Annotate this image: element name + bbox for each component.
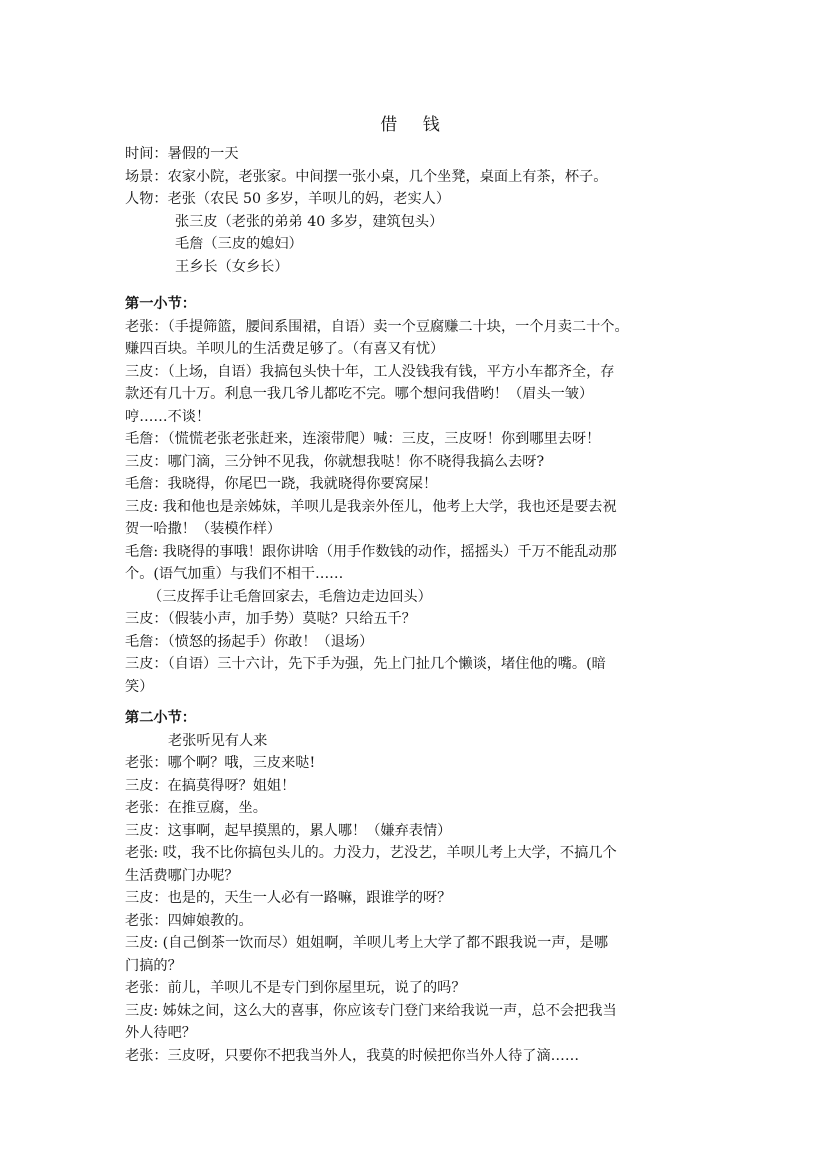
dialogue-line: 三皮：（自语）三十六计，先下手为强，先上门扯几个懒谈，堵住他的嘴。(暗	[125, 656, 606, 672]
dialogue-line: 老张：（手提筛篮，腰间系围裙，自语）卖一个豆腐赚二十块，一个月卖二十个。	[125, 318, 629, 335]
dialogue-line: 笑）	[125, 678, 154, 695]
dialogue-line: 三皮：（假装小声，加手势）莫哒？只给五千？	[125, 611, 416, 627]
dialogue-line: 三皮: 姊妹之间，这么大的喜事，你应该专门登门来给我说一声，总不会把我当	[125, 1002, 617, 1019]
stage-direction: （三皮挥手让毛詹回家去，毛詹边走边回头）	[148, 588, 432, 605]
dialogue-line: 老张：前儿，羊呗儿不是专门到你屋里玩，说了的吗？	[125, 980, 466, 996]
character-item: 王乡长（女乡长）	[175, 258, 289, 275]
dialogue-line: 三皮：在搞莫得呀？姐姐！	[125, 777, 296, 794]
dialogue-line: 毛詹：（慌慌老张老张赶来，连滚带爬）喊：三皮，三皮呀！你到哪里去呀！	[125, 431, 601, 447]
header-characters: 人物：老张（农民 50 多岁，羊呗儿的妈，老实人）	[125, 191, 451, 207]
dialogue-line: 赚四百块。羊呗儿的生活费足够了。（有喜又有忧）	[125, 341, 445, 357]
dialogue-line: 老张：四婶娘教的。	[125, 912, 253, 929]
dialogue-line: 款还有几十万。利息一我几爷儿都吃不完。哪个想问我借哟！（眉头一皱）	[125, 386, 594, 402]
dialogue-line: 三皮: 我和他也是亲姊妹，羊呗儿是我亲外侄儿，他考上大学，我也还是要去祝	[125, 498, 617, 515]
dialogue-line: 三皮: (自己倒茶一饮而尽）姐姐啊，羊呗儿考上大学了都不跟我说一声，是哪	[125, 935, 609, 951]
section-two-title: 第二小节：	[125, 710, 196, 726]
dialogue-line: 三皮：也是的，天生一人必有一路嘛，跟谁学的呀？	[125, 890, 452, 906]
dialogue-line: 外人待吧？	[125, 1025, 196, 1041]
dialogue-line: 老张：哪个啊？哦，三皮来哒!	[125, 755, 316, 771]
dialogue-line: 老张：三皮呀，只要你不把我当外人，我莫的时候把你当外人待了滴……	[125, 1047, 580, 1064]
dialogue-line: 贺一哈撒！（装模作样）	[125, 521, 282, 537]
dialogue-line: 老张: 哎，我不比你搞包头儿的。力没力，艺没艺，羊呗儿考上大学，不搞几个	[125, 845, 617, 861]
header-time: 时间：暑假的一天	[125, 146, 239, 162]
stage-direction: 老张听见有人来	[168, 732, 268, 749]
dialogue-line: 三皮：哪门滴，三分钟不见我，你就想我哒！你不晓得我搞么去呀?	[125, 453, 545, 470]
section-two	[125, 707, 705, 1067]
header-scene: 场景：农家小院，老张家。中间摆一张小桌，几个坐凳，桌面上有茶，杯子。	[125, 168, 608, 185]
dialogue-line: 老张：在推豆腐，坐。	[125, 800, 267, 816]
character-item: 张三皮（老张的弟弟 40 多岁，建筑包头）	[175, 213, 444, 230]
section-one	[125, 293, 705, 698]
character-item: 毛詹（三皮的媳妇）	[175, 236, 303, 252]
dialogue-line: 哼……不谈！	[125, 408, 211, 425]
dialogue-line: 三皮：这事啊，起早摸黑的，累人哪！（嫌弃表情）	[125, 822, 452, 839]
dialogue-line: 生活费哪门办呢？	[125, 867, 239, 884]
header-block	[125, 143, 705, 278]
dialogue-line: 个。(语气加重）与我们不相干……	[125, 566, 344, 582]
section-one-title: 第一小节：	[125, 296, 196, 312]
dialogue-line: 门搞的？	[125, 957, 182, 974]
dialogue-line: 三皮：（上场，自语）我搞包头快十年，工人没钱我有钱，平方小车都齐全，存	[125, 363, 615, 380]
dialogue-line: 毛詹：我晓得，你尾巴一跷，我就晓得你要窝屎！	[125, 476, 438, 492]
play-title: 借 钱	[380, 115, 450, 135]
dialogue-line: 毛詹: 我晓得的事哦！跟你讲啥（用手作数钱的动作，摇摇头）千万不能乱动那	[125, 543, 617, 560]
dialogue-line: 毛詹：（愤怒的扬起手）你敢！（退场）	[125, 633, 374, 650]
